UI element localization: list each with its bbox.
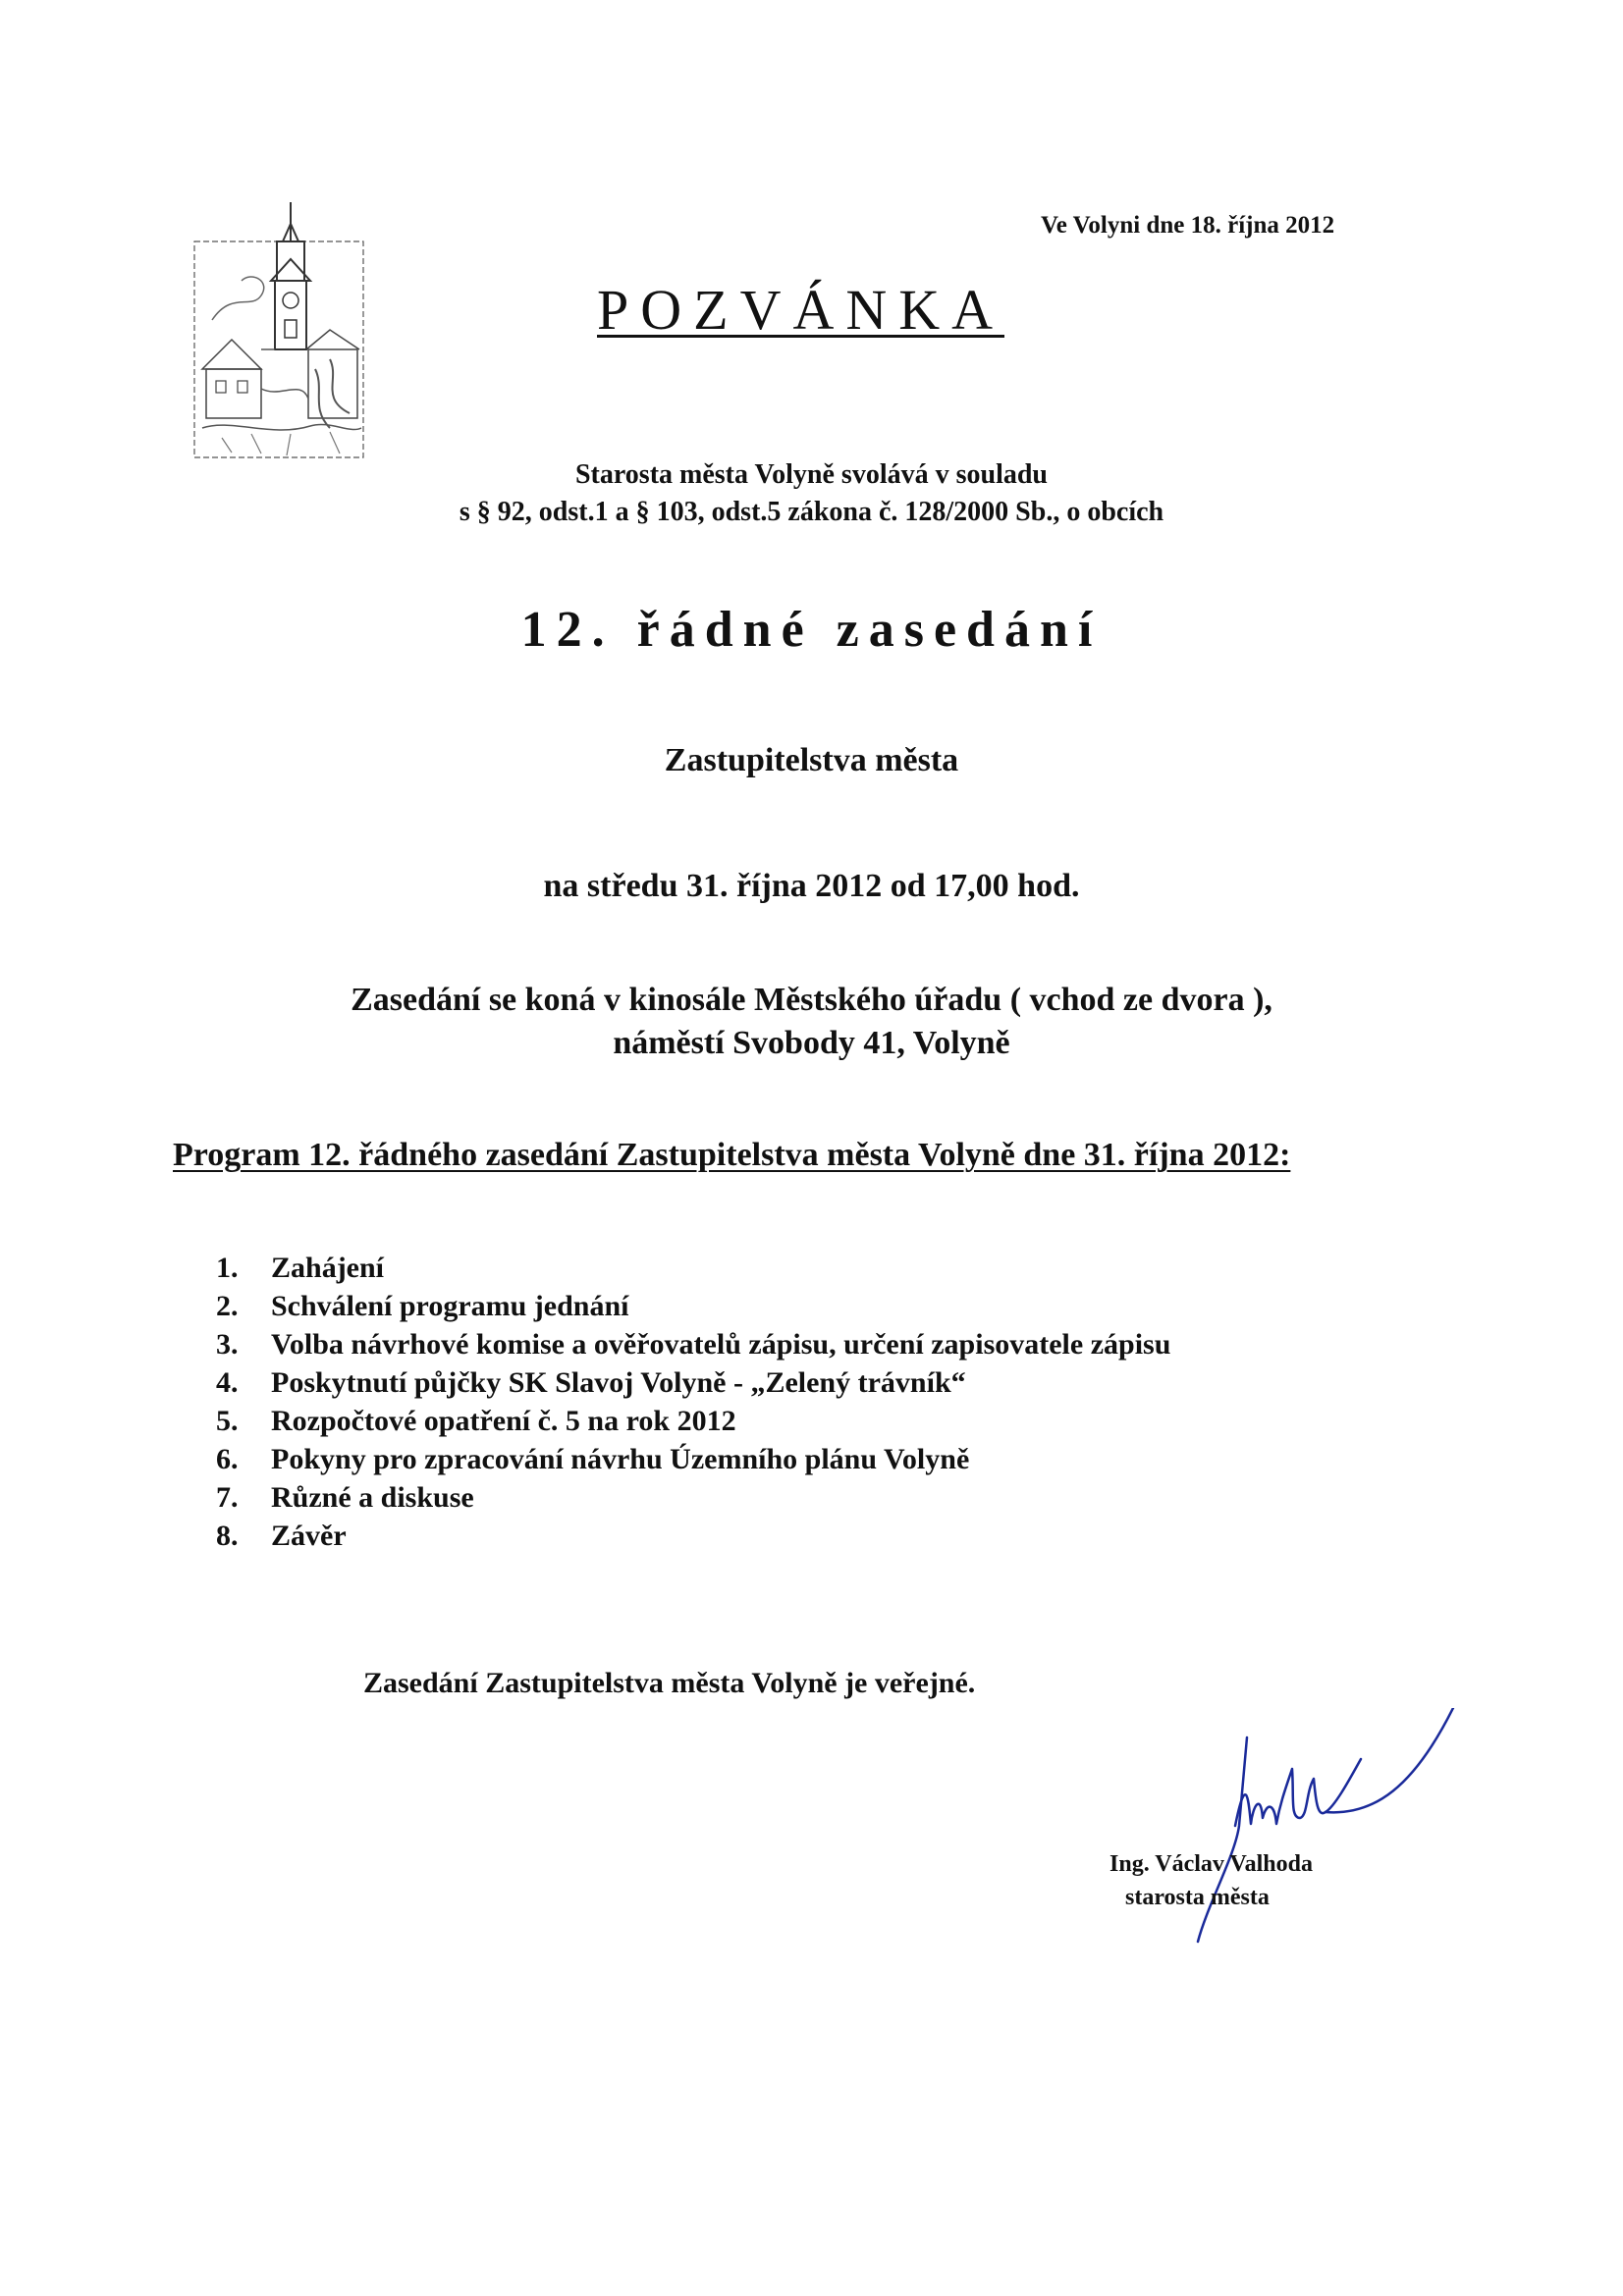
agenda-list <box>216 1249 1170 1555</box>
agenda-number: 8. <box>216 1520 239 1552</box>
agenda-number: 3. <box>216 1328 239 1361</box>
agenda-text: Volba návrhové komise a ověřovatelů zápisu, určení zapisovatele zápisu <box>271 1328 1171 1361</box>
venue-line-2: náměstí Svobody 41, Volyně <box>613 1025 1010 1061</box>
session-title: 12. řádné zasedání <box>520 602 1103 658</box>
list-item <box>216 1325 1170 1363</box>
agenda-number: 6. <box>216 1443 239 1475</box>
signer-role: starosta města <box>1125 1885 1270 1910</box>
document-title: POZVÁNKA <box>597 278 1004 342</box>
venue-line-1: Zasedání se koná v kinosále Městského úřadu ( vchod ze dvora ), <box>351 982 1272 1018</box>
program-heading: Program 12. řádného zasedání Zastupitelstva města Volyně dne 31. října 2012: <box>173 1137 1291 1173</box>
intro-line-1: Starosta města Volyně svolává v souladu <box>574 459 1048 490</box>
town-tower-sketch-icon <box>192 202 365 459</box>
list-item <box>216 1249 1170 1287</box>
agenda-text: Pokyny pro zpracování návrhu Územního plánu Volyně <box>271 1443 970 1475</box>
intro-line-2: s § 92, odst.1 a § 103, odst.5 zákona č. 128/2000 Sb., o obcích <box>459 497 1164 527</box>
signer-name: Ing. Václav Valhoda <box>1109 1851 1313 1877</box>
list-item <box>216 1287 1170 1325</box>
list-item <box>216 1363 1170 1402</box>
agenda-text: Schválení programu jednání <box>271 1290 629 1322</box>
session-datetime: na středu 31. října 2012 od 17,00 hod. <box>543 868 1080 904</box>
agenda-text: Poskytnutí půjčky SK Slavoj Volyně - „Zelený trávník“ <box>271 1366 966 1399</box>
agenda-number: 4. <box>216 1366 239 1399</box>
agenda-number: 2. <box>216 1290 239 1322</box>
agenda-text: Různé a diskuse <box>271 1481 474 1514</box>
place-date: Ve Volyni dne 18. října 2012 <box>1041 212 1335 239</box>
agenda-number: 1. <box>216 1252 239 1284</box>
public-note: Zasedání Zastupitelstva města Volyně je veřejné. <box>363 1667 976 1699</box>
agenda-number: 7. <box>216 1481 239 1514</box>
session-body: Zastupitelstva města <box>664 742 959 778</box>
list-item <box>216 1440 1170 1478</box>
agenda-text: Rozpočtové opatření č. 5 na rok 2012 <box>271 1405 736 1437</box>
agenda-text: Závěr <box>271 1520 347 1552</box>
agenda-text: Zahájení <box>271 1252 385 1284</box>
agenda-number: 5. <box>216 1405 239 1437</box>
list-item <box>216 1517 1170 1555</box>
list-item <box>216 1478 1170 1517</box>
list-item <box>216 1402 1170 1440</box>
